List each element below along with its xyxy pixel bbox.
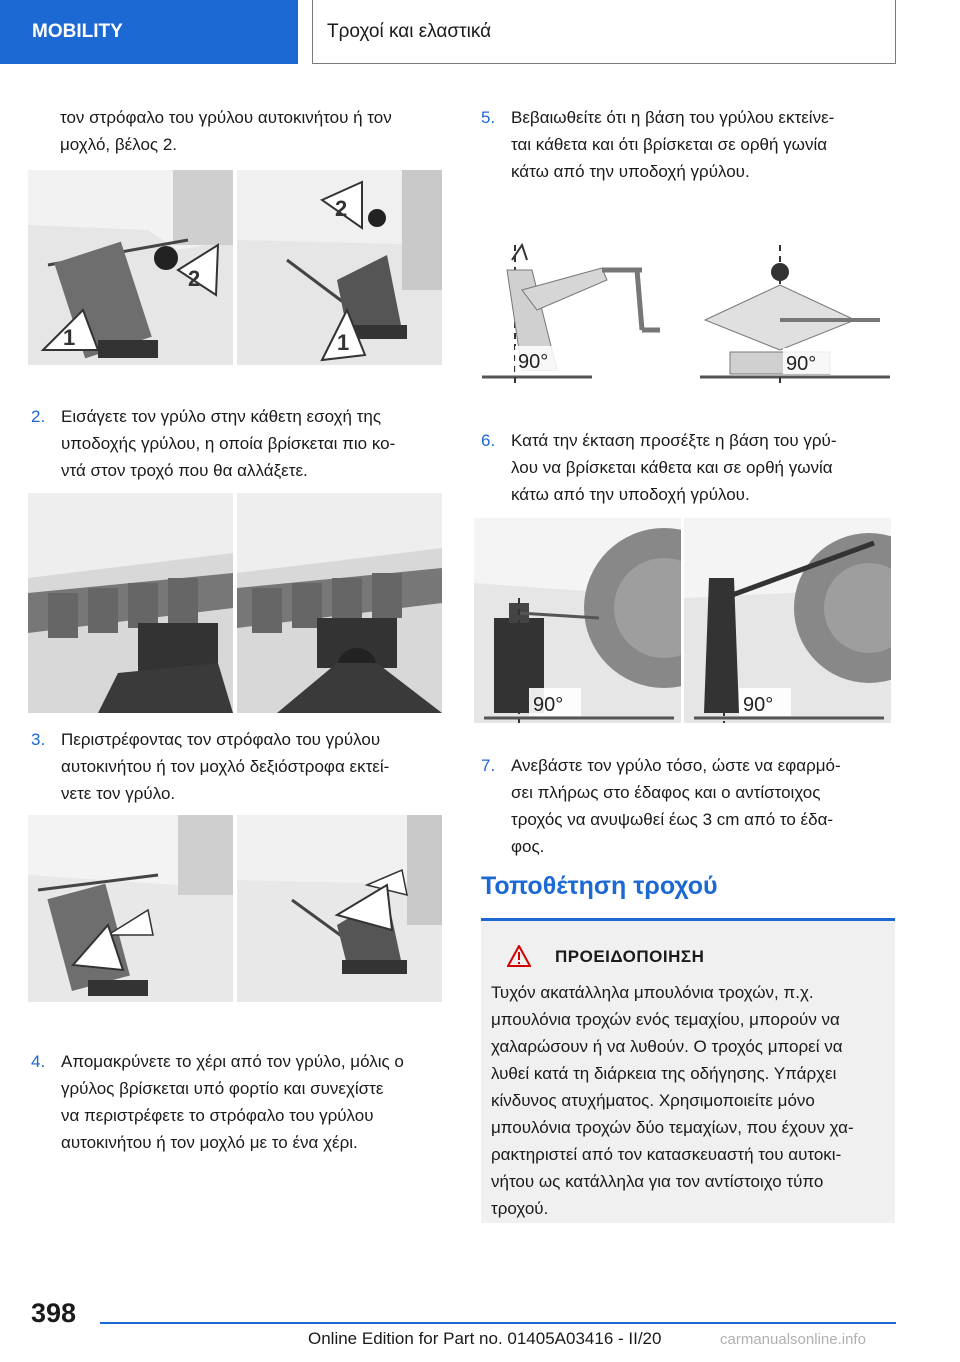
text-line: μπουλόνια τροχών ενός τεμαχίου, μπορούν να [491,1010,840,1029]
text-line: τροχός να ανυψωθεί έως 3 cm από το έδα- [511,810,834,829]
crank-rotation-photo-left [28,815,233,1002]
footer-divider [100,1322,896,1324]
jack-positioning-photo-right [237,170,442,365]
step-number: 7. [481,756,496,775]
page-header [0,0,960,64]
text-line: ντά στον τροχό που θα αλλάξετε. [61,461,308,480]
text-line: τον στρόφαλο του γρύλου αυτοκινήτου ή τον [60,108,392,127]
text-line: νετε τον γρύλο. [61,784,176,803]
crank-rotation-photo-right [237,815,442,1002]
angle-label: 90° [743,694,774,716]
figure-label: 2 [188,266,201,291]
section-tab[interactable]: MOBILITY [0,0,298,64]
jack-vertical-photo-left [474,518,681,723]
text-line: υποδοχής γρύλου, η οποία βρίσκεται πιο κο- [61,434,396,453]
text-line: μοχλό, βέλος 2. [60,135,178,154]
angle-label: 90° [533,694,564,716]
text-line: αυτοκινήτου ή τον μοχλό δεξιόστροφα εκτεί- [61,757,390,776]
text-line: Εισάγετε τον γρύλο στην κάθετη εσοχή της [61,407,382,426]
figure-label: 1 [337,330,350,355]
warning-text [491,979,891,1222]
text-line: φος. [511,837,545,856]
warning-title: ΠΡΟΕΙΔΟΠΟΙΗΣΗ [555,947,705,966]
jack-recess-photo-right [237,493,442,713]
text-line: λου να βρίσκεται κάθετα και σε ορθή γωνία [511,458,833,477]
text-line: κάτω από την υποδοχή γρύλου. [511,485,750,504]
jack-vertical-photo-right [684,518,891,723]
angle-label: 90° [518,351,549,373]
figure-label: 1 [63,325,76,350]
jack-recess-photo-left [28,493,233,713]
step-number: 3. [31,730,46,749]
intro-text [60,104,460,158]
text-line: να περιστρέφετε το στρόφαλο του γρύλου [61,1106,374,1125]
text-line: ται κάθετα και ότι βρίσκεται σε ορθή γωνία [511,135,828,154]
figure-label: 2 [335,196,348,221]
text-line: αυτοκινήτου ή τον μοχλό με το ένα χέρι. [61,1133,358,1152]
text-line: λυθεί κατά τη διάρκεια της οδήγησης. Υπάρχει [491,1064,837,1083]
text-line: ρακτηριστεί από τον κατασκευαστή του αυτοκι- [491,1145,842,1164]
text-line: χαλαρώσουν ή να λυθούν. Ο τροχός μπορεί να [491,1037,843,1056]
watermark: carmanualsonline.info [720,1331,866,1348]
step-number: 5. [481,108,496,127]
text-line: Ανεβάστε τον γρύλο τόσο, ώστε να εφαρμό- [511,756,841,775]
text-line: νήτου ως κατάλληλα για τον αντίστοιχο τύπο [491,1172,824,1191]
text-line: Κατά την έκταση προσέξτε η βάση του γρύ- [511,431,837,450]
edition-info: Online Edition for Part no. 01405A03416 - II/20 [308,1329,662,1348]
jack-positioning-photo-left [28,170,233,365]
step-number: 6. [481,431,496,450]
text-line: Βεβαιωθείτε ότι η βάση του γρύλου εκτείνε- [511,108,835,127]
step-number: 4. [31,1052,46,1071]
angle-label: 90° [786,353,817,375]
page-number: 398 [31,1298,77,1328]
text-line: κάτω από την υποδοχή γρύλου. [511,162,750,181]
warning-box [481,921,895,1223]
text-line: γρύλος βρίσκεται υπό φορτίο και συνεχίστε [61,1079,384,1098]
section-heading: Τοποθέτηση τροχού [481,872,718,900]
jack-diagram-front [695,240,895,390]
text-line: Απομακρύνετε το χέρι από τον γρύλο, μόλις ο [61,1052,404,1071]
text-line: Τυχόν ακατάλληλα μπουλόνια τροχών, π.χ. [491,983,814,1002]
warning-triangle-icon [507,945,531,967]
text-line: τροχού. [491,1199,549,1218]
step-number: 2. [31,407,46,426]
text-line: μπουλόνια τροχών δύο τεμαχίων, που έχουν χα- [491,1118,854,1137]
text-line: σει πλήρως στο έδαφος και ο αντίστοιχος [511,783,821,802]
text-line: Περιστρέφοντας τον στρόφαλο του γρύλου [61,730,381,749]
chapter-title: Τροχοί και ελαστικά [312,0,896,64]
text-line: κίνδυνος ατυχήματος. Χρησιμοποιείτε μόνο [491,1091,815,1110]
jack-diagram-side [482,240,682,390]
